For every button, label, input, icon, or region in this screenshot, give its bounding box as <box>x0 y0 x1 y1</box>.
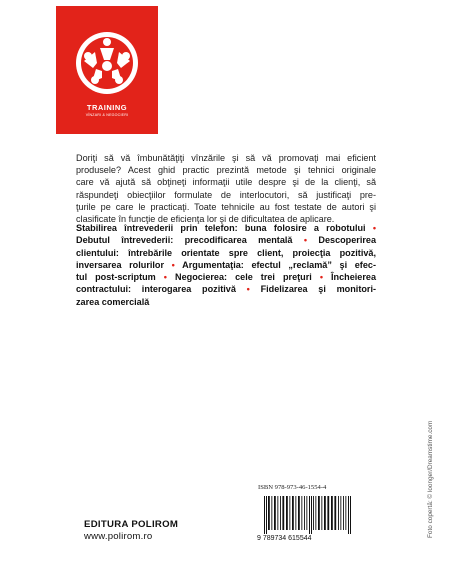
blurb-line: care vă ajută să obţineţi informaţii utile despre şi de la clienţi, să <box>76 177 376 188</box>
barcode-bar <box>334 496 336 530</box>
brand-subtitle: VÎNZARI & NEGOCIERI <box>85 113 129 117</box>
contents-text: zarea comercială <box>76 296 150 307</box>
publisher-website[interactable]: www.polirom.ro <box>84 531 153 542</box>
contents-text: Debutul întrevederii: precodificarea mentală <box>76 235 293 246</box>
barcode-bar <box>304 496 305 530</box>
barcode-bar <box>348 496 349 534</box>
contents-text: inversarea rolurilor <box>76 259 165 270</box>
contents-line <box>76 296 376 308</box>
barcode-bar <box>266 496 267 534</box>
blurb-line: clasificate în funcţie de eficienţa lor şi de dificultatea de aplicare. <box>76 214 335 225</box>
blurb-line: produsele? Acest ghid practic prezintă metode şi tehnici originale <box>76 165 376 176</box>
bullet-separator: • <box>246 284 250 295</box>
barcode-bar <box>264 496 265 534</box>
barcode-bar <box>345 496 346 530</box>
barcode-bar <box>321 496 322 530</box>
contents-text: Negocierea: cele trei preţuri <box>175 272 312 283</box>
barcode-bar <box>277 496 278 530</box>
blurb-line: răspundeţi obiecţiilor formulate de interlocutori, să justificaţi pre- <box>76 189 376 200</box>
barcode-bar <box>286 496 288 530</box>
barcode-bar <box>268 496 270 530</box>
bullet-separator: • <box>171 259 175 270</box>
barcode <box>256 494 378 542</box>
barcode-bar <box>343 496 344 530</box>
barcode-bar <box>289 496 290 530</box>
barcode-bar <box>313 496 314 530</box>
barcode-bar <box>271 496 272 530</box>
barcode-bar <box>295 496 296 530</box>
description-blurb <box>76 152 376 225</box>
barcode-bar <box>311 496 312 534</box>
photo-credit-text: Foto copertă: © loonger/Dreamstime.com <box>427 420 434 538</box>
barcode-bar <box>282 496 284 530</box>
contents-line <box>76 234 376 246</box>
contents-line <box>76 259 376 271</box>
barcode-digits: 9 789734 615544 <box>257 535 312 542</box>
contents-line <box>76 222 376 234</box>
bullet-separator: • <box>372 223 376 233</box>
contents-text: Descoperirea <box>318 235 377 246</box>
contents-line <box>76 271 376 283</box>
blurb-line: ţurile pe care le practicaţi. Toate tehnicile au fost testate de autori şi <box>76 201 376 212</box>
contents-text: Încheierea <box>331 272 377 283</box>
brand-title: TRAINING <box>86 103 128 112</box>
contents-text: tul post-scriptum <box>76 272 156 283</box>
isbn-label: ISBN 978-973-46-1554-4 <box>258 484 327 491</box>
barcode-bar <box>324 496 326 530</box>
barcode-bar <box>274 496 276 530</box>
blurb-line: Doriţi să vă îmbunătăţiţi vînzările şi să vă promovaţi mai eficient <box>76 153 376 163</box>
bullet-separator: • <box>319 272 323 283</box>
barcode-bar <box>298 496 300 530</box>
barcode-bar <box>338 496 339 530</box>
five-figures-star-logo-icon <box>74 30 140 96</box>
barcode-bar <box>327 496 329 530</box>
contents-text: clientului: întrebările orientate spre client, proiecţia pozitivă, <box>76 247 376 258</box>
barcode-bar <box>340 496 341 530</box>
table-of-contents <box>76 222 376 308</box>
barcode-bar <box>306 496 307 530</box>
barcode-bar <box>280 496 281 530</box>
bullet-separator: • <box>163 272 167 283</box>
barcode-bar <box>315 496 316 530</box>
photo-credit <box>427 388 435 538</box>
barcode-bar <box>318 496 320 530</box>
barcode-bar <box>331 496 333 530</box>
barcode-bar <box>350 496 351 534</box>
publisher-name: EDITURA POLIROM <box>84 519 179 530</box>
barcode-bar <box>301 496 302 530</box>
barcode-bar <box>309 496 310 534</box>
contents-text: Argumentaţia: efectul „reclamă” şi efec- <box>182 259 376 270</box>
barcode-bar <box>292 496 294 530</box>
contents-line <box>76 283 376 295</box>
contents-text: Stabilirea întrevederii prin telefon: buna folosire a robotului <box>76 223 366 233</box>
contents-line <box>76 247 376 259</box>
bullet-separator: • <box>303 235 308 246</box>
contents-text: Fidelizarea şi monitori- <box>260 284 376 295</box>
contents-text: contractului: interogarea pozitivă <box>76 284 236 295</box>
brand-panel <box>56 6 158 134</box>
